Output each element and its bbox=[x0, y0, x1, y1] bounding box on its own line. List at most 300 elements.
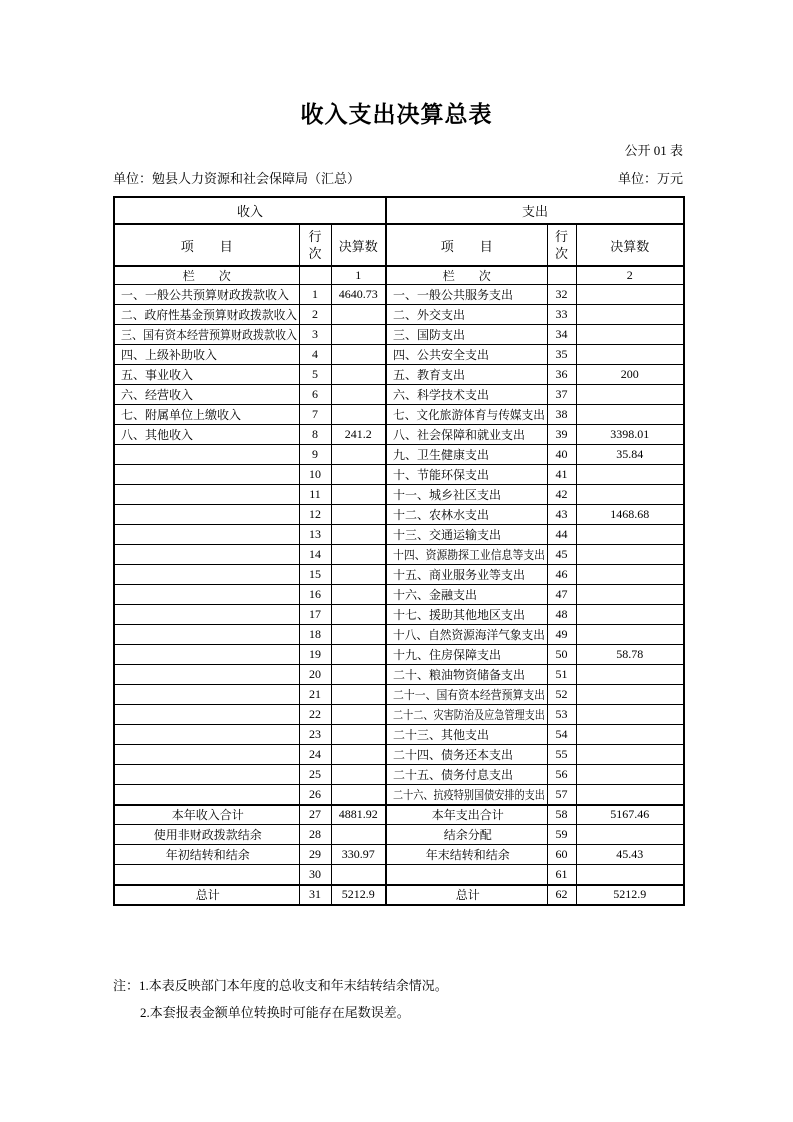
expense-line-text: 32 bbox=[555, 287, 568, 301]
expense-item-text: 七、文化旅游体育与传媒支出 bbox=[393, 408, 545, 422]
income-amount-cell bbox=[331, 605, 386, 625]
expense-line-text: 46 bbox=[555, 567, 568, 581]
expense-amount-cell bbox=[576, 505, 684, 525]
expense-line-cell bbox=[547, 725, 576, 745]
income-line-text: 6 bbox=[312, 387, 318, 401]
expense-line-text: 42 bbox=[555, 487, 568, 501]
income-line-text: 12 bbox=[309, 507, 321, 521]
table-row bbox=[114, 685, 684, 705]
expense-item-cell bbox=[386, 565, 547, 585]
table-row bbox=[114, 645, 684, 665]
expense-item-text: 十、节能环保支出 bbox=[393, 468, 490, 482]
expense-line-cell bbox=[547, 365, 576, 385]
income-line-cell bbox=[299, 785, 331, 805]
expense-item-cell bbox=[386, 625, 547, 645]
income-item-text: 一、一般公共预算财政拨款收入 bbox=[121, 288, 290, 302]
income-amount-cell bbox=[331, 725, 386, 745]
table-row bbox=[114, 885, 684, 905]
expense-line-text: 36 bbox=[555, 367, 568, 381]
expense-line-cell bbox=[547, 445, 576, 465]
expense-line-text: 41 bbox=[555, 467, 568, 481]
income-amount-cell bbox=[331, 645, 386, 665]
expense-column-number: 2 bbox=[576, 266, 684, 285]
income-item-cell bbox=[114, 445, 299, 465]
income-column-index-label: 栏 次 bbox=[114, 266, 299, 285]
table-code-label: 公开 01 表 bbox=[624, 143, 683, 158]
income-amount-cell bbox=[331, 465, 386, 485]
expense-item-cell bbox=[386, 725, 547, 745]
income-line-text: 30 bbox=[309, 866, 321, 881]
expense-item-text: 十五、商业服务业等支出 bbox=[393, 568, 526, 582]
expense-item-text: 二十三、其他支出 bbox=[393, 728, 490, 742]
expense-amount-cell bbox=[576, 365, 684, 385]
expense-amount-text: 5212.9 bbox=[613, 887, 647, 901]
income-item-cell bbox=[114, 625, 299, 645]
expense-amount-cell bbox=[576, 725, 684, 745]
income-amount-cell bbox=[331, 685, 386, 705]
expense-item-text: 二十一、国有资本经营预算支出 bbox=[393, 688, 546, 702]
table-row bbox=[114, 765, 684, 785]
expense-line-text: 44 bbox=[555, 527, 568, 541]
expense-item-cell bbox=[386, 305, 547, 325]
income-item-cell bbox=[114, 645, 299, 665]
income-line-cell bbox=[299, 545, 331, 565]
table-row bbox=[114, 705, 684, 725]
expense-amount-text: 45.43 bbox=[616, 847, 644, 861]
income-line-index-blank bbox=[299, 266, 331, 285]
income-item-text: 八、其他收入 bbox=[121, 428, 194, 442]
expense-amount-cell bbox=[576, 845, 684, 865]
income-item-cell bbox=[114, 545, 299, 565]
expense-line-cell bbox=[547, 705, 576, 725]
expense-line-cell bbox=[547, 425, 576, 445]
income-item-text: 四、上级补助收入 bbox=[121, 348, 218, 362]
income-amount-cell bbox=[331, 765, 386, 785]
expense-amount-cell bbox=[576, 705, 684, 725]
expense-item-cell bbox=[386, 465, 547, 485]
income-line-text: 10 bbox=[309, 467, 321, 481]
expense-line-text: 50 bbox=[555, 647, 568, 661]
income-line-text: 18 bbox=[309, 627, 321, 641]
income-line-text: 2 bbox=[312, 307, 318, 321]
income-line-text: 28 bbox=[309, 827, 321, 841]
income-line-cell bbox=[299, 505, 331, 525]
expense-item-cell bbox=[386, 665, 547, 685]
table-row bbox=[114, 425, 684, 445]
footnote-line-2: 2.本套报表金额单位转换时可能存在尾数误差。 bbox=[140, 1005, 410, 1020]
income-amount-text: 241.2 bbox=[344, 427, 372, 441]
expense-line-cell bbox=[547, 745, 576, 765]
income-amount-text: 5212.9 bbox=[341, 887, 375, 901]
income-line-cell bbox=[299, 345, 331, 365]
expense-amount-cell bbox=[576, 625, 684, 645]
income-line-cell bbox=[299, 645, 331, 665]
income-item-cell bbox=[114, 705, 299, 725]
income-item-cell bbox=[114, 465, 299, 485]
expense-item-cell bbox=[386, 685, 547, 705]
expense-line-text: 51 bbox=[555, 667, 568, 681]
income-line-text: 31 bbox=[309, 887, 321, 901]
footnote-line-1: 注：1.本表反映部门本年度的总收支和年末结转结余情况。 bbox=[113, 978, 448, 993]
expense-line-text: 33 bbox=[555, 307, 568, 321]
income-item-cell bbox=[114, 745, 299, 765]
expense-item-cell bbox=[386, 485, 547, 505]
table-row bbox=[114, 625, 684, 645]
expense-amount-cell bbox=[576, 345, 684, 365]
income-amount-cell bbox=[331, 365, 386, 385]
expense-item-cell bbox=[386, 865, 547, 885]
expense-item-cell bbox=[386, 445, 547, 465]
expense-item-text: 十八、自然资源海洋气象支出 bbox=[393, 628, 545, 642]
expense-item-text: 四、公共安全支出 bbox=[393, 348, 490, 362]
income-line-text: 4 bbox=[312, 347, 318, 361]
expense-item-text: 十四、资源勘探工业信息等支出 bbox=[393, 548, 546, 562]
expense-line-cell bbox=[547, 885, 576, 905]
income-line-cell bbox=[299, 605, 331, 625]
income-line-text: 15 bbox=[309, 567, 321, 581]
expense-line-text: 43 bbox=[555, 507, 568, 521]
table-row bbox=[114, 485, 684, 505]
income-amount-cell bbox=[331, 305, 386, 325]
income-line-text: 3 bbox=[312, 327, 318, 341]
income-line-cell bbox=[299, 705, 331, 725]
expense-line-text: 52 bbox=[555, 687, 568, 701]
expense-line-text: 37 bbox=[555, 387, 568, 401]
expense-amount-cell bbox=[576, 885, 684, 905]
income-amount-cell bbox=[331, 565, 386, 585]
expense-amount-text: 35.84 bbox=[616, 447, 644, 461]
income-line-text: 22 bbox=[309, 707, 321, 721]
income-line-cell bbox=[299, 385, 331, 405]
expense-item-text: 六、科学技术支出 bbox=[393, 388, 490, 402]
meta-row bbox=[113, 168, 683, 187]
expense-item-text: 结余分配 bbox=[443, 828, 492, 842]
income-line-cell bbox=[299, 565, 331, 585]
expense-line-cell bbox=[547, 405, 576, 425]
expense-item-cell bbox=[386, 585, 547, 605]
expense-amount-cell bbox=[576, 305, 684, 325]
income-item-text: 总计 bbox=[195, 888, 220, 902]
org-unit-label: 单位：勉县人力资源和社会保障局（汇总） bbox=[113, 171, 361, 186]
table-row bbox=[114, 445, 684, 465]
expense-item-cell bbox=[386, 745, 547, 765]
income-amount-cell bbox=[331, 785, 386, 805]
income-item-cell bbox=[114, 345, 299, 365]
income-item-cell bbox=[114, 305, 299, 325]
expense-amount-cell bbox=[576, 785, 684, 805]
income-amount-cell bbox=[331, 585, 386, 605]
expense-item-text: 三、国防支出 bbox=[393, 328, 466, 342]
expense-amount-cell bbox=[576, 665, 684, 685]
expense-line-column-header: 行次 bbox=[547, 224, 576, 266]
income-line-cell bbox=[299, 485, 331, 505]
table-row bbox=[114, 585, 684, 605]
expense-item-text: 五、教育支出 bbox=[393, 368, 466, 382]
income-item-cell bbox=[114, 725, 299, 745]
income-item-cell bbox=[114, 805, 299, 825]
income-item-cell bbox=[114, 605, 299, 625]
expense-item-cell bbox=[386, 385, 547, 405]
income-line-text: 29 bbox=[309, 847, 321, 861]
expense-item-text: 二十二、灾害防治及应急管理支出 bbox=[393, 708, 545, 722]
income-line-text: 25 bbox=[309, 767, 321, 781]
expense-line-cell bbox=[547, 625, 576, 645]
income-amount-cell bbox=[331, 825, 386, 845]
expense-amount-text: 58.78 bbox=[616, 647, 644, 661]
expense-amount-cell bbox=[576, 325, 684, 345]
income-line-text: 24 bbox=[309, 747, 321, 761]
income-line-text: 20 bbox=[309, 667, 321, 681]
section-header-row bbox=[114, 197, 684, 224]
income-line-text: 21 bbox=[309, 687, 321, 701]
income-amount-cell bbox=[331, 485, 386, 505]
table-body bbox=[114, 285, 684, 905]
income-item-cell bbox=[114, 385, 299, 405]
expense-line-cell bbox=[547, 665, 576, 685]
income-column-number: 1 bbox=[331, 266, 386, 285]
income-line-text: 16 bbox=[309, 587, 321, 601]
income-amount-cell bbox=[331, 405, 386, 425]
income-line-text: 8 bbox=[312, 427, 318, 441]
expense-line-text: 61 bbox=[555, 866, 568, 881]
expense-line-cell bbox=[547, 805, 576, 825]
expense-item-text: 二十五、债务付息支出 bbox=[393, 768, 514, 782]
expense-line-cell bbox=[547, 505, 576, 525]
income-item-text: 七、附属单位上缴收入 bbox=[121, 408, 242, 422]
expense-item-text: 年末结转和结余 bbox=[425, 848, 510, 862]
income-item-cell bbox=[114, 585, 299, 605]
income-line-text: 1 bbox=[312, 287, 318, 301]
income-line-cell bbox=[299, 805, 331, 825]
income-item-cell bbox=[114, 325, 299, 345]
expense-line-cell bbox=[547, 825, 576, 845]
expense-section-header: 支出 bbox=[386, 197, 684, 224]
income-line-cell bbox=[299, 525, 331, 545]
table-row bbox=[114, 285, 684, 305]
money-unit-label: 单位：万元 bbox=[617, 171, 683, 186]
income-line-cell bbox=[299, 405, 331, 425]
expense-item-text: 总计 bbox=[455, 888, 480, 902]
expense-line-text: 38 bbox=[555, 407, 568, 421]
expense-line-cell bbox=[547, 285, 576, 305]
income-amount-cell bbox=[331, 625, 386, 645]
expense-amount-cell bbox=[576, 465, 684, 485]
income-amount-cell bbox=[331, 325, 386, 345]
income-line-cell bbox=[299, 685, 331, 705]
income-amount-cell bbox=[331, 525, 386, 545]
expense-line-text: 47 bbox=[555, 587, 568, 601]
table-row bbox=[114, 825, 684, 845]
income-item-cell bbox=[114, 825, 299, 845]
income-line-column-header: 行次 bbox=[299, 224, 331, 266]
table-row bbox=[114, 665, 684, 685]
expense-line-text: 58 bbox=[555, 807, 568, 822]
expense-line-text: 57 bbox=[555, 786, 568, 801]
income-line-text: 7 bbox=[312, 407, 318, 421]
expense-line-cell bbox=[547, 605, 576, 625]
expense-item-text: 十七、援助其他地区支出 bbox=[393, 608, 526, 622]
table-row bbox=[114, 505, 684, 525]
income-line-cell bbox=[299, 325, 331, 345]
income-item-cell bbox=[114, 365, 299, 385]
expense-amount-cell bbox=[576, 805, 684, 825]
table-row bbox=[114, 845, 684, 865]
expense-line-cell bbox=[547, 765, 576, 785]
table-row bbox=[114, 405, 684, 425]
expense-line-text: 55 bbox=[555, 747, 568, 761]
table-row bbox=[114, 605, 684, 625]
income-item-text: 五、事业收入 bbox=[121, 368, 194, 382]
income-line-text: 27 bbox=[309, 807, 321, 822]
income-line-cell bbox=[299, 865, 331, 885]
income-item-text: 二、政府性基金预算财政拨款收入 bbox=[121, 308, 298, 322]
expense-item-cell bbox=[386, 365, 547, 385]
expense-line-text: 53 bbox=[555, 707, 568, 721]
expense-column-index-label: 栏 次 bbox=[386, 266, 547, 285]
table-row bbox=[114, 345, 684, 365]
income-amount-cell bbox=[331, 885, 386, 905]
income-line-text: 23 bbox=[309, 727, 321, 741]
expense-amount-text: 200 bbox=[620, 367, 639, 381]
expense-amount-cell bbox=[576, 645, 684, 665]
budget-summary-table bbox=[113, 196, 685, 906]
expense-amount-cell bbox=[576, 525, 684, 545]
income-line-cell bbox=[299, 465, 331, 485]
expense-item-cell bbox=[386, 765, 547, 785]
expense-amount-cell bbox=[576, 825, 684, 845]
income-line-text: 11 bbox=[309, 487, 321, 501]
expense-item-text: 二十六、抗疫特别国债安排的支出 bbox=[393, 787, 545, 802]
income-line-cell bbox=[299, 845, 331, 865]
income-line-cell bbox=[299, 725, 331, 745]
expense-line-text: 35 bbox=[555, 347, 568, 361]
expense-line-cell bbox=[547, 325, 576, 345]
income-item-text: 三、国有资本经营预算财政拨款收入 bbox=[121, 328, 298, 342]
expense-amount-cell bbox=[576, 385, 684, 405]
expense-amount-cell bbox=[576, 865, 684, 885]
table-row bbox=[114, 565, 684, 585]
income-amount-text: 330.97 bbox=[341, 847, 375, 861]
expense-item-text: 八、社会保障和就业支出 bbox=[393, 428, 526, 442]
table-row bbox=[114, 745, 684, 765]
expense-item-text: 二、外交支出 bbox=[393, 308, 466, 322]
expense-line-cell bbox=[547, 785, 576, 805]
expense-amount-cell bbox=[576, 425, 684, 445]
income-line-text: 26 bbox=[309, 786, 321, 801]
expense-line-cell bbox=[547, 545, 576, 565]
income-item-text: 六、经营收入 bbox=[121, 388, 194, 402]
income-line-cell bbox=[299, 765, 331, 785]
income-item-cell bbox=[114, 565, 299, 585]
income-amount-cell bbox=[331, 285, 386, 305]
expense-amount-cell bbox=[576, 765, 684, 785]
expense-line-text: 54 bbox=[555, 727, 568, 741]
income-item-cell bbox=[114, 525, 299, 545]
table-row bbox=[114, 545, 684, 565]
expense-amount-cell bbox=[576, 485, 684, 505]
expense-line-cell bbox=[547, 465, 576, 485]
income-line-cell bbox=[299, 745, 331, 765]
income-item-cell bbox=[114, 765, 299, 785]
income-line-text: 5 bbox=[312, 367, 318, 381]
expense-item-cell bbox=[386, 845, 547, 865]
income-amount-cell bbox=[331, 865, 386, 885]
expense-item-text: 十二、农林水支出 bbox=[393, 508, 490, 522]
income-item-cell bbox=[114, 485, 299, 505]
income-line-cell bbox=[299, 885, 331, 905]
table-row bbox=[114, 805, 684, 825]
income-item-cell bbox=[114, 785, 299, 805]
expense-item-cell bbox=[386, 805, 547, 825]
income-item-text: 本年收入合计 bbox=[171, 808, 244, 823]
income-item-cell bbox=[114, 285, 299, 305]
income-item-cell bbox=[114, 405, 299, 425]
expense-amount-cell bbox=[576, 405, 684, 425]
expense-item-text: 十九、住房保障支出 bbox=[393, 648, 502, 662]
income-amount-cell bbox=[331, 545, 386, 565]
expense-item-cell bbox=[386, 405, 547, 425]
expense-amount-cell bbox=[576, 565, 684, 585]
expense-amount-cell bbox=[576, 545, 684, 565]
expense-item-column-header: 项 目 bbox=[386, 224, 547, 266]
income-line-cell bbox=[299, 825, 331, 845]
income-amount-cell bbox=[331, 445, 386, 465]
income-amount-cell bbox=[331, 845, 386, 865]
expense-item-cell bbox=[386, 885, 547, 905]
income-line-cell bbox=[299, 625, 331, 645]
income-amount-cell bbox=[331, 745, 386, 765]
table-row bbox=[114, 465, 684, 485]
table-row bbox=[114, 725, 684, 745]
expense-line-cell bbox=[547, 585, 576, 605]
table-row bbox=[114, 785, 684, 805]
expense-line-index-blank bbox=[547, 266, 576, 285]
expense-item-cell bbox=[386, 645, 547, 665]
income-amount-cell bbox=[331, 805, 386, 825]
income-line-cell bbox=[299, 445, 331, 465]
expense-item-cell bbox=[386, 785, 547, 805]
expense-item-cell bbox=[386, 285, 547, 305]
expense-item-cell bbox=[386, 325, 547, 345]
income-line-text: 19 bbox=[309, 647, 321, 661]
income-amount-cell bbox=[331, 345, 386, 365]
income-item-cell bbox=[114, 425, 299, 445]
income-amount-text: 4640.73 bbox=[338, 287, 378, 301]
column-header-row bbox=[114, 224, 684, 266]
expense-line-text: 45 bbox=[555, 547, 568, 561]
expense-line-cell bbox=[547, 385, 576, 405]
expense-item-cell bbox=[386, 825, 547, 845]
income-line-text: 17 bbox=[309, 607, 321, 621]
income-line-text: 13 bbox=[309, 527, 321, 541]
expense-amount-text: 3398.01 bbox=[610, 427, 650, 441]
table-row bbox=[114, 305, 684, 325]
income-amount-cell bbox=[331, 665, 386, 685]
expense-line-text: 40 bbox=[555, 447, 568, 461]
income-line-cell bbox=[299, 285, 331, 305]
expense-amount-column-header: 决算数 bbox=[576, 224, 684, 266]
income-item-cell bbox=[114, 665, 299, 685]
expense-item-cell bbox=[386, 345, 547, 365]
expense-amount-text: 1468.68 bbox=[610, 507, 650, 521]
income-item-text: 年初结转和结余 bbox=[165, 848, 250, 862]
table-row bbox=[114, 525, 684, 545]
table-row bbox=[114, 385, 684, 405]
expense-amount-cell bbox=[576, 285, 684, 305]
expense-amount-text: 5167.46 bbox=[610, 807, 650, 822]
expense-item-text: 十三、交通运输支出 bbox=[393, 528, 502, 542]
expense-item-cell bbox=[386, 505, 547, 525]
